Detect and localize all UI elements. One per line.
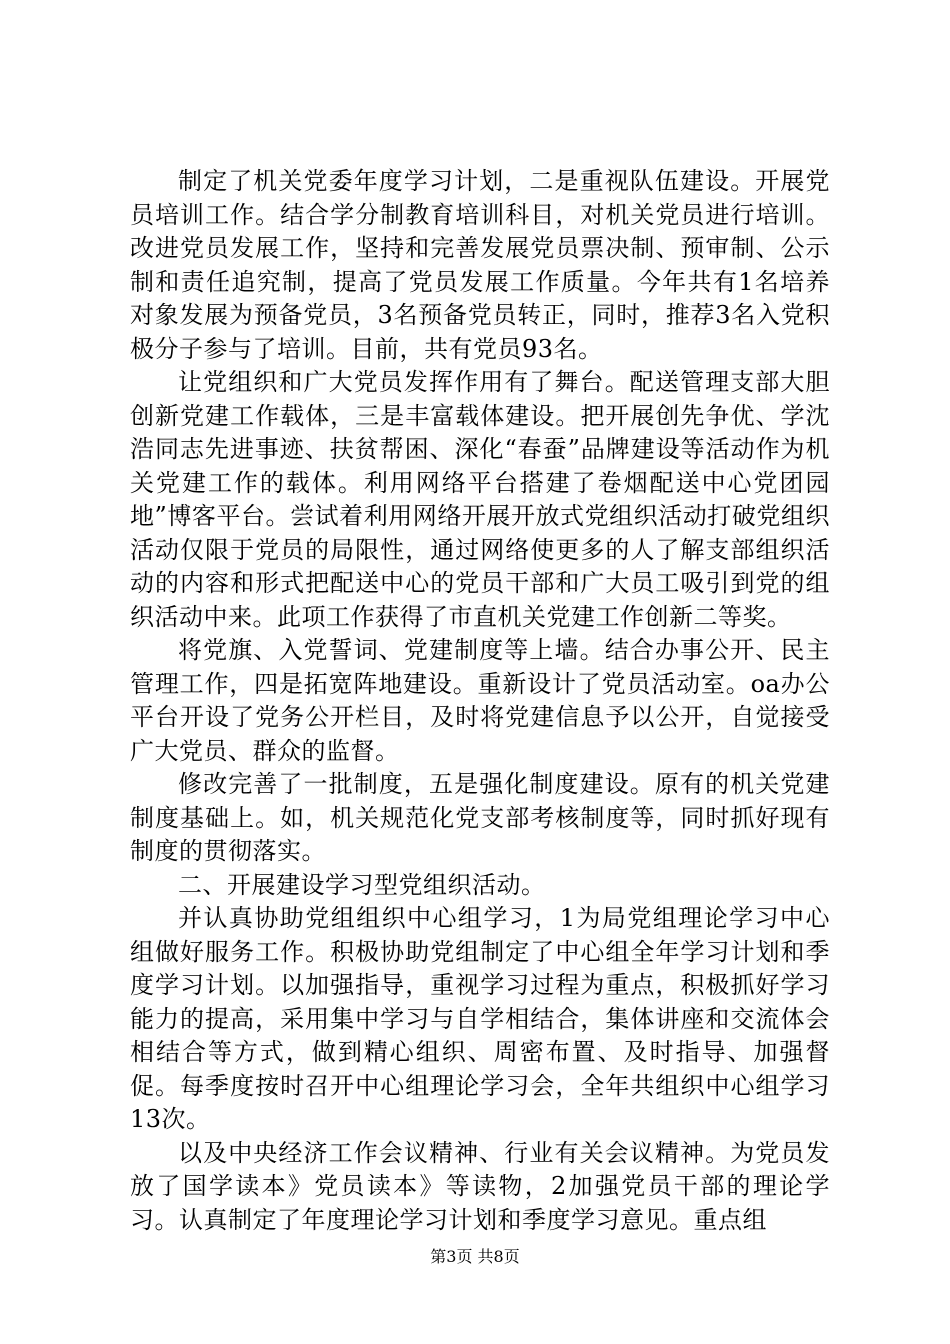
paragraph-4: 修改完善了一批制度，五是强化制度建设。原有的机关党建制度基础上。如，机关规范化党支部考核制度等，同时抓好现有制度的贯彻落实。 (130, 770, 830, 865)
paragraph-3: 将党旗、入党誓词、党建制度等上墙。结合办事公开、民主管理工作，四是拓宽阵地建设。重新设计了党员活动室。oa办公平台开设了党务公开栏目，及时将党建信息予以公开，自觉接受广大党员、群众的监督。 (130, 636, 830, 765)
section-heading: 二、开展建设学习型党组织活动。 (178, 870, 546, 899)
page-number-footer: 第3页 共8页 (430, 1247, 520, 1266)
paragraph-1: 制定了机关党委年度学习计划，二是重视队伍建设。开展党员培训工作。结合学分制教育培训科目，对机关党员进行培训。改进党员发展工作，坚持和完善发展党员票决制、预审制、公示制和责任追究制，提高了党员发展工作质量。今年共有1名培养对象发展为预备党员，3名预备党员转正，同时，推荐3名入党积极分子参与了培训。目前，共有党员93名。 (130, 167, 830, 363)
paragraph-2: 让党组织和广大党员发挥作用有了舞台。配送管理支部大胆创新党建工作载体，三是丰富载体建设。把开展创先争优、学沈浩同志先进事迹、扶贫帮困、深化“春蚕”品牌建设等活动作为机关党建工作的载体。利用网络平台搭建了卷烟配送中心党团园地”博客平台。尝试着利用网络开展开放式党组织活动打破党组织活动仅限于党员的局限性，通过网络使更多的人了解支部组织活动的内容和形式把配送中心的党员干部和广大员工吸引到党的组织活动中来。此项工作获得了市直机关党建工作创新二等奖。 (130, 368, 830, 631)
paragraph-5: 并认真协助党组组织中心组学习，1为局党组理论学习中心组做好服务工作。积极协助党组制定了中心组全年学习计划和季度学习计划。以加强指导，重视学习过程为重点，积极抓好学习能力的提高，采用集中学习与自学相结合，集体讲座和交流体会相结合等方式，做到精心组织、周密布置、及时指导、加强督促。每季度按时召开中心组理论学习会，全年共组织中心组学习13次。 (130, 904, 830, 1133)
paragraph-6: 以及中央经济工作会议精神、行业有关会议精神。为党员发放了国学读本》党员读本》等读物，2加强党员干部的理论学习。认真制定了年度理论学习计划和季度学习意见。重点组 (130, 1138, 830, 1234)
document-body (130, 165, 830, 1237)
